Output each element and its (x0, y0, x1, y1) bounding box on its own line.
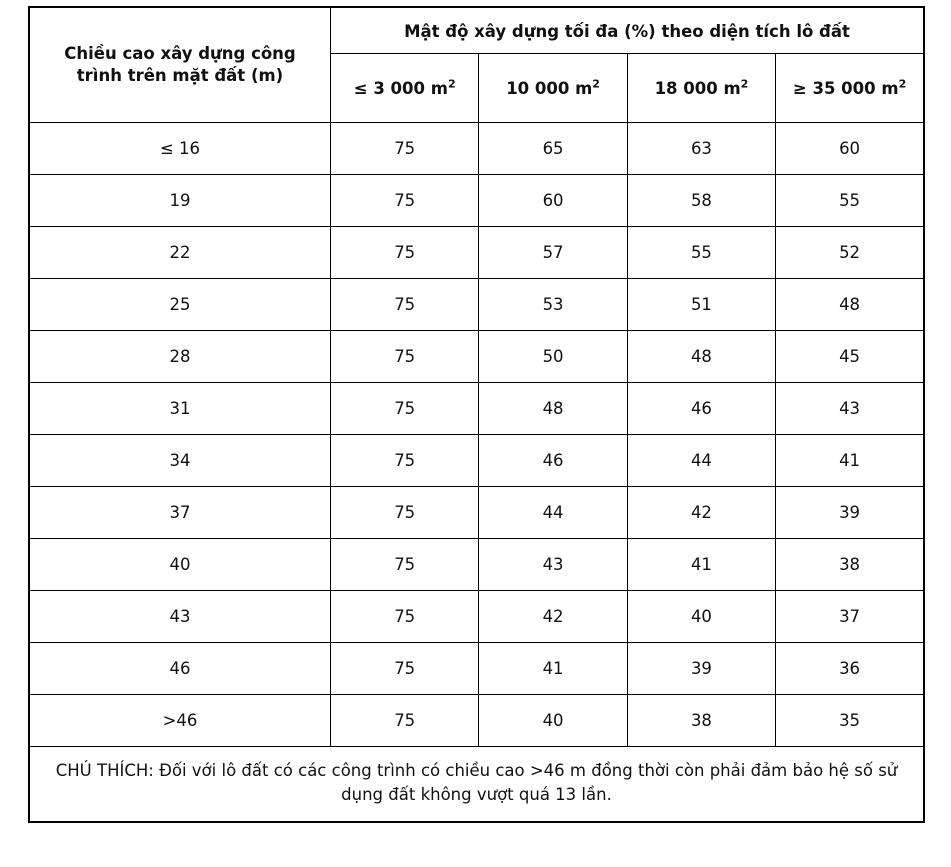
cell-value: 75 (331, 175, 479, 227)
cell-value: 42 (627, 487, 775, 539)
header-area-3-sup: 2 (740, 77, 749, 90)
cell-value: 75 (331, 695, 479, 747)
cell-value: 53 (479, 279, 627, 331)
cell-value: 43 (479, 539, 627, 591)
cell-value: 75 (331, 123, 479, 175)
cell-value: 75 (331, 435, 479, 487)
table-row (29, 123, 924, 175)
cell-value: 38 (627, 695, 775, 747)
cell-value: 48 (479, 383, 627, 435)
cell-value: 48 (627, 331, 775, 383)
cell-value: 46 (627, 383, 775, 435)
cell-height: ≤ 16 (29, 123, 331, 175)
cell-value: 75 (331, 279, 479, 331)
cell-value: 36 (776, 643, 924, 695)
header-cell-area-4 (776, 54, 924, 123)
cell-value: 38 (776, 539, 924, 591)
cell-value: 75 (331, 487, 479, 539)
cell-value: 35 (776, 695, 924, 747)
cell-value: 60 (479, 175, 627, 227)
header-area-1-text: ≤ 3 000 m (353, 78, 448, 98)
table-row (29, 175, 924, 227)
cell-value: 41 (776, 435, 924, 487)
table-row (29, 695, 924, 747)
cell-height: 28 (29, 331, 331, 383)
table-note: CHÚ THÍCH: Đối với lô đất có các công trình có chiều cao >46 m đồng thời còn phải đảm bảo hệ số sử dụng đất không vượt quá 13 lần. (29, 747, 924, 822)
cell-height: 19 (29, 175, 331, 227)
cell-value: 75 (331, 643, 479, 695)
cell-height: 40 (29, 539, 331, 591)
header-area-2-text: 10 000 m (506, 78, 593, 98)
header-cell-group-title: Mật độ xây dựng tối đa (%) theo diện tích lô đất (331, 7, 925, 54)
cell-value: 43 (776, 383, 924, 435)
cell-height: 37 (29, 487, 331, 539)
cell-height: >46 (29, 695, 331, 747)
table-row (29, 331, 924, 383)
header-cell-area-3 (627, 54, 775, 123)
cell-value: 75 (331, 591, 479, 643)
cell-value: 50 (479, 331, 627, 383)
cell-value: 75 (331, 539, 479, 591)
cell-value: 41 (627, 539, 775, 591)
cell-value: 75 (331, 383, 479, 435)
cell-value: 44 (479, 487, 627, 539)
cell-value: 55 (627, 227, 775, 279)
header-cell-height: Chiều cao xây dựng công trình trên mặt đất (m) (29, 7, 331, 123)
table-note-row (29, 747, 924, 822)
header-area-3-text: 18 000 m (654, 78, 741, 98)
cell-value: 57 (479, 227, 627, 279)
header-cell-area-1 (331, 54, 479, 123)
cell-value: 75 (331, 227, 479, 279)
cell-height: 31 (29, 383, 331, 435)
cell-value: 63 (627, 123, 775, 175)
cell-value: 45 (776, 331, 924, 383)
cell-value: 75 (331, 331, 479, 383)
table-row (29, 435, 924, 487)
header-cell-area-2 (479, 54, 627, 123)
cell-value: 40 (479, 695, 627, 747)
table-row (29, 487, 924, 539)
cell-value: 39 (627, 643, 775, 695)
cell-value: 48 (776, 279, 924, 331)
cell-value: 44 (627, 435, 775, 487)
header-area-4-sup: 2 (898, 77, 907, 90)
header-area-4-text: ≥ 35 000 m (792, 78, 899, 98)
cell-value: 46 (479, 435, 627, 487)
cell-height: 46 (29, 643, 331, 695)
table-header (29, 7, 924, 123)
table-row (29, 227, 924, 279)
cell-value: 37 (776, 591, 924, 643)
cell-value: 40 (627, 591, 775, 643)
cell-value: 42 (479, 591, 627, 643)
cell-value: 52 (776, 227, 924, 279)
table-row (29, 279, 924, 331)
header-area-1-sup: 2 (447, 77, 456, 90)
cell-value: 39 (776, 487, 924, 539)
cell-height: 34 (29, 435, 331, 487)
table-body (29, 123, 924, 822)
table-row (29, 539, 924, 591)
table-row (29, 591, 924, 643)
table-row (29, 643, 924, 695)
cell-value: 65 (479, 123, 627, 175)
cell-value: 51 (627, 279, 775, 331)
cell-height: 25 (29, 279, 331, 331)
building-density-table (28, 6, 925, 823)
cell-height: 43 (29, 591, 331, 643)
table-header-row-1 (29, 7, 924, 54)
header-area-2-sup: 2 (592, 77, 600, 90)
cell-value: 55 (776, 175, 924, 227)
cell-value: 41 (479, 643, 627, 695)
table-row (29, 383, 924, 435)
cell-value: 58 (627, 175, 775, 227)
cell-value: 60 (776, 123, 924, 175)
cell-height: 22 (29, 227, 331, 279)
